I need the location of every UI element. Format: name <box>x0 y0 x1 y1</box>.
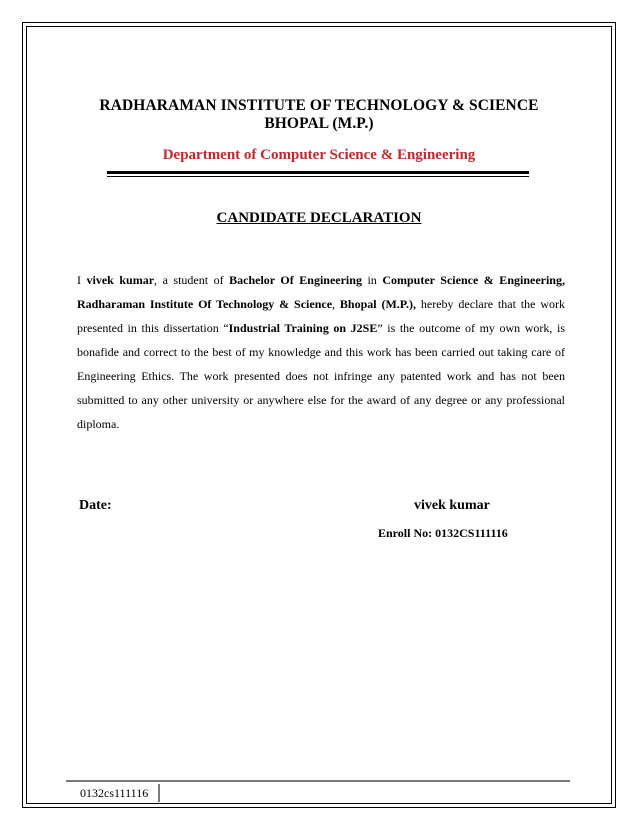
text-run: hereby declare that the work presented in this dissertation “ <box>77 297 565 335</box>
header-rule-thick <box>107 171 529 174</box>
text-run: in <box>361 273 383 287</box>
text-run: , a student of <box>154 273 230 287</box>
degree-name: Bachelor Of Engineering <box>229 273 362 287</box>
dissertation-title: Industrial Training on J2SE <box>228 321 378 335</box>
enroll-number: Enroll No: 0132CS111116 <box>378 526 508 540</box>
date-label: Date: <box>79 498 112 513</box>
department-name: Department of Computer Science & Engineering <box>162 147 476 163</box>
declaration-paragraph <box>77 268 565 436</box>
institute-name: RADHARAMAN INSTITUTE OF TECHNOLOGY & SCIENCE <box>99 97 539 114</box>
city-name: Bhopal (M.P.), <box>339 297 417 311</box>
header-rule-thin <box>107 176 529 177</box>
footer-enroll: 0132cs111116 <box>80 786 149 800</box>
text-run: , <box>332 297 340 311</box>
institute-location: BHOPAL (M.P.) <box>264 115 374 132</box>
signature-name: vivek kumar <box>414 498 490 513</box>
page-title: CANDIDATE DECLARATION <box>216 210 422 226</box>
branch-institute: Computer Science & Engineering, Radharaman Institute Of Technology & Science <box>77 273 565 311</box>
footer-rule <box>66 780 570 782</box>
footer-divider <box>158 784 160 802</box>
student-name: vivek kumar <box>86 273 155 287</box>
text-run: ” is the outcome of my own work, is bonafide and correct to the best of my knowledge and this work has been carried out taking care of Engineering Ethics. The work presented does not infringe any patented work and has not been submitted to any other university or anywhere else for the award of any degree or any professional diploma. <box>77 321 565 431</box>
text-run: I <box>77 273 87 287</box>
